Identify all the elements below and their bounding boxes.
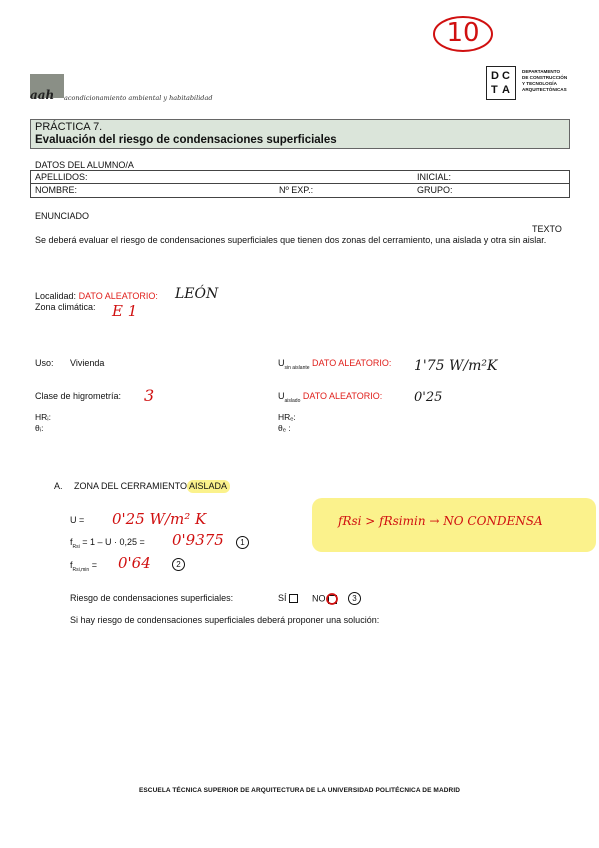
student-header: DATOS DEL ALUMNO/A	[35, 160, 134, 170]
dcta-line-4: ARQUITECTÓNICAS	[522, 87, 567, 92]
riesgo-label: Riesgo de condensaciones superficiales:	[70, 593, 234, 603]
ti-label: θᵢ:	[35, 423, 44, 433]
student-row-2	[31, 184, 569, 196]
frsi-value: 0'9375	[172, 531, 224, 549]
frsimin-sub: Rsi,min	[72, 566, 90, 573]
aah-logo-mark: aah	[30, 88, 55, 102]
frsimin-label: f	[70, 560, 73, 570]
te-label: θₑ :	[278, 423, 291, 433]
dcta-line-1: DEPARTAMENTO	[522, 69, 561, 74]
frsi-line	[70, 537, 145, 550]
u-aislado-random-label: DATO ALEATORIO:	[302, 391, 383, 401]
no-option[interactable]	[312, 593, 338, 605]
frsimin-eq: =	[89, 560, 97, 570]
grade-value: 10	[446, 18, 480, 48]
si-label: SÍ	[278, 593, 287, 603]
conclusion-note	[312, 498, 596, 552]
section-a-title-text: ZONA DEL CERRAMIENTO	[74, 481, 188, 491]
dcta-a: A	[502, 84, 510, 96]
aah-logo-text: acondicionamiento ambiental y habitabilidad	[64, 94, 213, 102]
no-selected-circle-icon	[326, 593, 338, 605]
localidad-label: Localidad:	[35, 291, 77, 301]
texto-label: TEXTO	[532, 224, 562, 234]
step-2-marker: 2	[172, 558, 185, 571]
step-1-marker: 1	[236, 536, 249, 549]
localidad-value: LEÓN	[175, 286, 219, 302]
u-aislado-value: 0'25	[414, 390, 443, 405]
u-sin-sub: sin aislante	[284, 364, 310, 371]
hri-label: HRᵢ:	[35, 412, 51, 422]
conclusion-note-text: fRsi > fRsimin → NO CONDENSA	[338, 514, 543, 528]
zona-value: E 1	[112, 302, 138, 320]
practice-title: Evaluación del riesgo de condensaciones superficiales	[35, 134, 337, 146]
frsi-label: f	[70, 537, 73, 547]
grade-mark	[432, 14, 494, 54]
u-sin-line	[278, 358, 391, 371]
enunciado-text: Se deberá evaluar el riesgo de condensaciones superficiales que tienen dos zonas del cerramiento, una aislada y otra sin aislar.	[35, 235, 547, 245]
nexp-field[interactable]: Nº EXP.:	[279, 185, 314, 195]
enunciado-heading: ENUNCIADO	[35, 211, 90, 221]
si-checkbox[interactable]	[289, 594, 298, 603]
inicial-field[interactable]: INICIAL:	[417, 172, 452, 182]
dcta-d: D	[491, 70, 499, 82]
dcta-line-2: DE CONSTRUCCIÓN	[522, 75, 568, 80]
no-label: NO	[312, 593, 326, 604]
u-aislado-sub: aislado	[284, 397, 301, 404]
practice-header	[30, 119, 570, 149]
no-checkbox-wrap[interactable]	[326, 593, 338, 605]
u-value: 0'25 W/m² K	[112, 510, 207, 528]
uso-value: Vivienda	[70, 358, 105, 368]
localidad-random-label: DATO ALEATORIO:	[78, 291, 158, 301]
step-3-marker: 3	[348, 592, 361, 605]
frsimin-line	[70, 560, 97, 573]
dcta-line-3: Y TECNOLOGÍA	[522, 81, 557, 86]
clase-label: Clase de higrometría:	[35, 391, 122, 401]
frsi-sub: Rsi	[72, 543, 80, 550]
grupo-field[interactable]: GRUPO:	[417, 185, 453, 195]
u-aislado-label: U	[278, 391, 285, 401]
clase-value: 3	[144, 386, 155, 405]
dcta-c: C	[502, 70, 510, 82]
u-sin-label: U	[278, 358, 285, 368]
student-row-1	[31, 171, 569, 184]
nombre-field[interactable]: NOMBRE:	[35, 185, 78, 195]
localidad-line	[35, 291, 158, 301]
practice-number: PRÁCTICA 7.	[35, 121, 103, 133]
dcta-text	[522, 69, 567, 93]
u-aislado-line	[278, 391, 382, 404]
section-a-label: A.	[54, 481, 63, 491]
frsi-formula: = 1 – U · 0,25 =	[79, 537, 145, 547]
zona-label: Zona climática:	[35, 302, 96, 312]
section-a-title	[74, 481, 230, 491]
u-sin-value: 1'75 W/m²K	[414, 358, 498, 374]
dcta-t: T	[491, 84, 498, 96]
section-a-title-highlight: AISLADA	[187, 480, 230, 493]
uso-label: Uso:	[35, 358, 54, 368]
si-option[interactable]	[278, 593, 298, 603]
student-table	[30, 170, 570, 198]
hre-label: HRₑ:	[278, 412, 296, 422]
frsimin-value: 0'64	[118, 554, 151, 572]
u-label: U =	[70, 515, 85, 525]
footer: ESCUELA TÉCNICA SUPERIOR DE ARQUITECTURA DE LA UNIVERSIDAD POLITÉCNICA DE MADRID	[138, 787, 461, 794]
apellidos-field[interactable]: APELLIDOS:	[35, 172, 88, 182]
solution-prompt: Si hay riesgo de condensaciones superficiales deberá proponer una solución:	[70, 615, 380, 625]
u-sin-random-label: DATO ALEATORIO:	[312, 358, 392, 368]
